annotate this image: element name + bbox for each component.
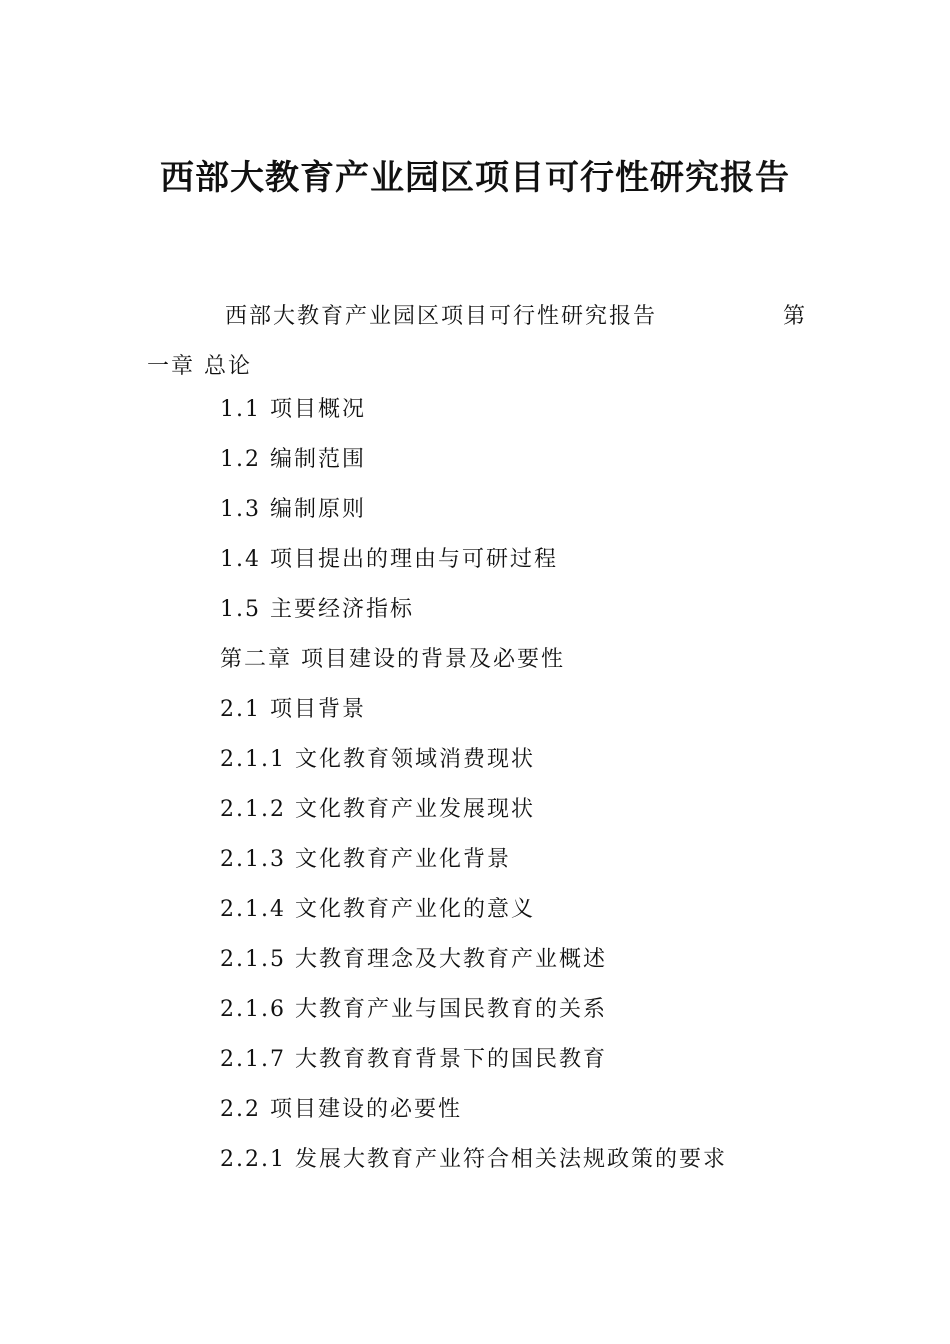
toc-entry: 1.4 项目提出的理由与可研过程 xyxy=(220,547,558,572)
toc-entry: 2.1.2 文化教育产业发展现状 xyxy=(220,797,535,822)
chapter-one-heading: 一章 总论 xyxy=(147,354,252,379)
intro-repeat-title: 西部大教育产业园区项目可行性研究报告 xyxy=(225,304,658,329)
toc-entry: 2.1.7 大教育教育背景下的国民教育 xyxy=(220,1047,607,1072)
toc-entry: 2.1.6 大教育产业与国民教育的关系 xyxy=(220,997,607,1022)
intro-paragraph xyxy=(147,292,807,392)
toc-entry: 1.2 编制范围 xyxy=(220,447,366,472)
toc-entry: 1.5 主要经济指标 xyxy=(220,597,414,622)
toc-entry: 2.1.3 文化教育产业化背景 xyxy=(220,847,511,872)
toc-entry: 2.1.5 大教育理念及大教育产业概述 xyxy=(220,947,607,972)
chapter-one-prefix: 第 xyxy=(782,304,807,329)
table-of-contents xyxy=(220,385,840,1185)
toc-entry: 1.1 项目概况 xyxy=(220,397,366,422)
toc-entry: 2.2.1 发展大教育产业符合相关法规政策的要求 xyxy=(220,1147,727,1172)
toc-entry: 2.1.4 文化教育产业化的意义 xyxy=(220,897,535,922)
toc-entry: 2.1.1 文化教育领域消费现状 xyxy=(220,747,535,772)
toc-entry: 1.3 编制原则 xyxy=(220,497,366,522)
toc-entry: 2.1 项目背景 xyxy=(220,697,366,722)
toc-entry: 2.2 项目建设的必要性 xyxy=(220,1097,462,1122)
toc-chapter-heading: 第二章 项目建设的背景及必要性 xyxy=(220,647,565,672)
document-title: 西部大教育产业园区项目可行性研究报告 xyxy=(160,158,790,198)
